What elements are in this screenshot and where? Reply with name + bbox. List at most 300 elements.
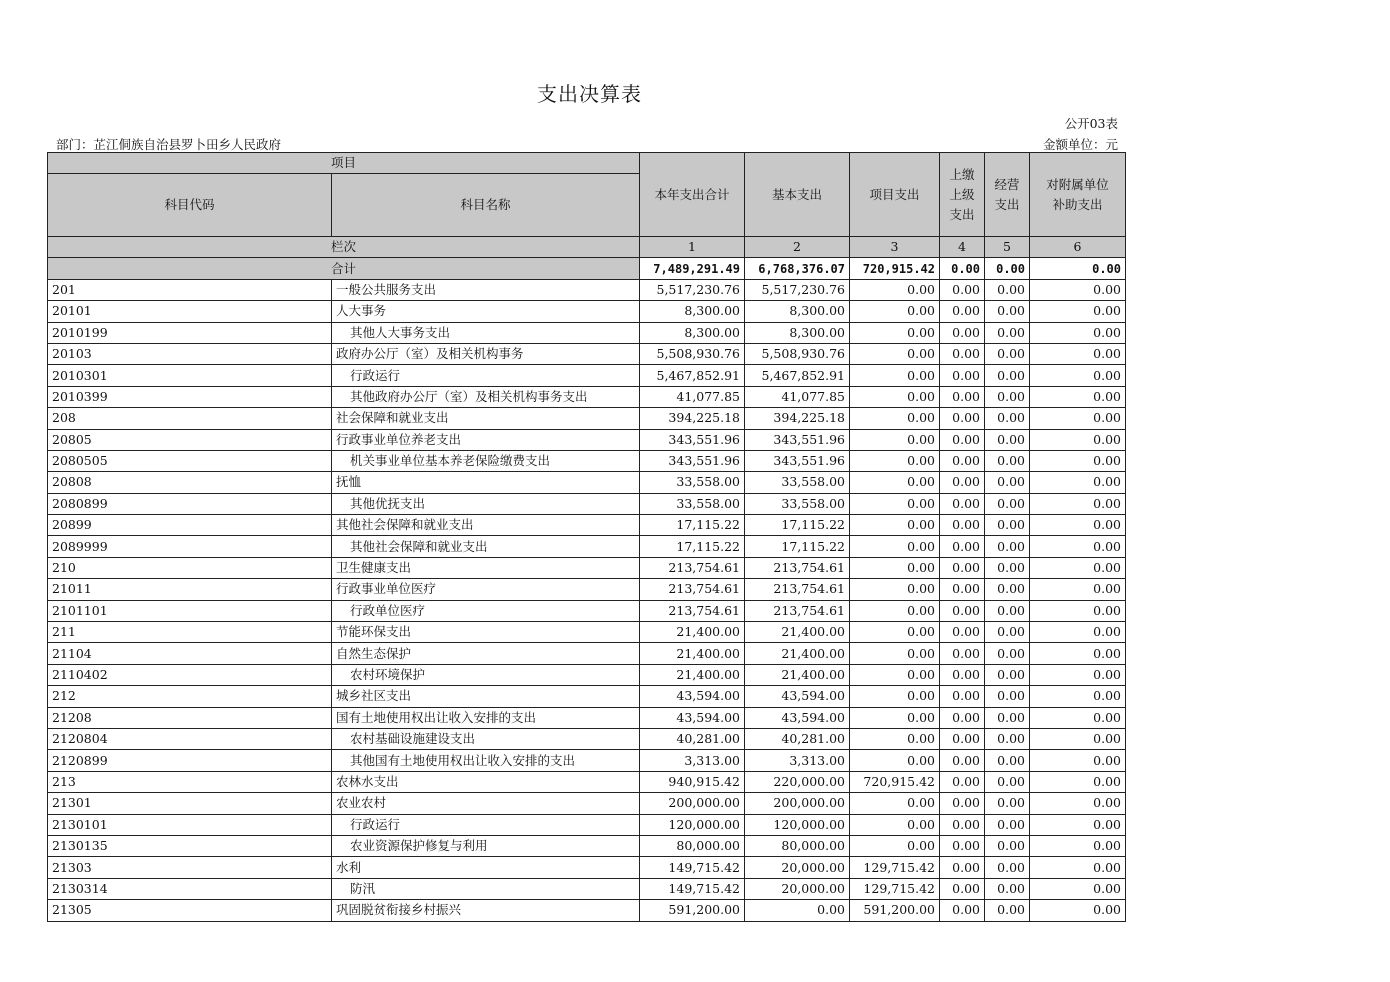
amount-cell: 0.00 [940,600,985,621]
subject-name: 其他政府办公厅（室）及相关机构事务支出 [332,386,640,407]
amount-cell: 0.00 [985,793,1030,814]
amount-cell: 0.00 [985,450,1030,471]
amount-cell: 0.00 [745,900,850,921]
amount-cell: 0.00 [985,771,1030,792]
total-value: 0.00 [1030,258,1126,279]
amount-cell: 5,508,930.76 [745,343,850,364]
subject-name: 行政事业单位养老支出 [332,429,640,450]
amount-cell: 0.00 [985,664,1030,685]
table-row [48,429,1126,450]
amount-cell: 0.00 [940,472,985,493]
amount-cell: 0.00 [850,450,940,471]
amount-cell: 720,915.42 [850,771,940,792]
subject-name: 社会保障和就业支出 [332,408,640,429]
subject-name: 自然生态保护 [332,643,640,664]
amount-cell: 0.00 [850,579,940,600]
subject-code: 2130135 [48,835,332,856]
subject-code: 20805 [48,429,332,450]
amount-cell: 80,000.00 [745,835,850,856]
amount-cell: 940,915.42 [640,771,745,792]
header-business: 经营 支出 [985,153,1030,237]
table-row [48,643,1126,664]
total-label: 合计 [48,258,640,279]
amount-cell: 120,000.00 [745,814,850,835]
total-value: 6,768,376.07 [745,258,850,279]
amount-cell: 0.00 [850,814,940,835]
page-title: 支出决算表 [537,82,642,106]
amount-cell: 0.00 [850,643,940,664]
amount-cell: 33,558.00 [640,493,745,514]
amount-cell: 0.00 [1030,322,1126,343]
amount-cell: 0.00 [850,301,940,322]
amount-cell: 394,225.18 [745,408,850,429]
subject-name: 农林水支出 [332,771,640,792]
col-num: 2 [745,237,850,258]
amount-cell: 5,517,230.76 [745,279,850,300]
amount-cell: 343,551.96 [745,429,850,450]
table-row [48,600,1126,621]
amount-cell: 5,467,852.91 [640,365,745,386]
amount-cell: 0.00 [940,450,985,471]
header-upper: 上缴 上级 支出 [940,153,985,237]
table-row [48,450,1126,471]
amount-cell: 8,300.00 [640,301,745,322]
amount-cell: 213,754.61 [640,579,745,600]
amount-cell: 0.00 [1030,279,1126,300]
amount-cell: 0.00 [985,322,1030,343]
amount-cell: 0.00 [850,835,940,856]
table-row [48,408,1126,429]
subject-name: 农业农村 [332,793,640,814]
amount-cell: 0.00 [1030,408,1126,429]
amount-cell: 43,594.00 [745,707,850,728]
col-num: 4 [940,237,985,258]
amount-cell: 0.00 [985,643,1030,664]
amount-cell: 0.00 [1030,386,1126,407]
amount-cell: 0.00 [1030,643,1126,664]
amount-cell: 0.00 [940,408,985,429]
amount-cell: 41,077.85 [640,386,745,407]
subject-name: 巩固脱贫衔接乡村振兴 [332,900,640,921]
amount-cell: 0.00 [1030,472,1126,493]
subject-code: 2120899 [48,750,332,771]
amount-cell: 0.00 [940,301,985,322]
amount-cell: 0.00 [985,279,1030,300]
amount-cell: 200,000.00 [745,793,850,814]
amount-cell: 0.00 [985,429,1030,450]
header-project-expense: 项目支出 [850,153,940,237]
subject-code: 2010399 [48,386,332,407]
amount-cell: 43,594.00 [640,686,745,707]
amount-cell: 0.00 [850,728,940,749]
subject-code: 20101 [48,301,332,322]
amount-cell: 0.00 [1030,878,1126,899]
amount-cell: 0.00 [1030,365,1126,386]
amount-cell: 0.00 [1030,515,1126,536]
subject-code: 2080899 [48,493,332,514]
subject-code: 21208 [48,707,332,728]
header-project: 项目 [48,153,640,174]
amount-cell: 129,715.42 [850,878,940,899]
subject-code: 21305 [48,900,332,921]
amount-cell: 0.00 [940,429,985,450]
table-row [48,493,1126,514]
amount-cell: 0.00 [985,408,1030,429]
amount-cell: 0.00 [940,579,985,600]
amount-cell: 343,551.96 [640,450,745,471]
amount-cell: 43,594.00 [640,707,745,728]
amount-cell: 200,000.00 [640,793,745,814]
amount-cell: 0.00 [985,686,1030,707]
amount-cell: 43,594.00 [745,686,850,707]
amount-cell: 5,467,852.91 [745,365,850,386]
amount-cell: 80,000.00 [640,835,745,856]
subject-name: 其他社会保障和就业支出 [332,515,640,536]
amount-cell: 5,508,930.76 [640,343,745,364]
amount-cell: 149,715.42 [640,857,745,878]
table-row [48,557,1126,578]
amount-cell: 21,400.00 [640,664,745,685]
amount-cell: 0.00 [850,686,940,707]
total-value: 0.00 [940,258,985,279]
subject-name: 农村基础设施建设支出 [332,728,640,749]
amount-cell: 0.00 [940,557,985,578]
amount-cell: 0.00 [850,622,940,643]
subject-code: 2089999 [48,536,332,557]
subject-name: 农业资源保护修复与利用 [332,835,640,856]
amount-cell: 0.00 [850,793,940,814]
header-code: 科目代码 [48,174,332,237]
subject-code: 2101101 [48,600,332,621]
amount-cell: 8,300.00 [640,322,745,343]
amount-unit-label: 金额单位：元 [1042,137,1118,152]
amount-cell: 0.00 [985,493,1030,514]
subject-code: 213 [48,771,332,792]
amount-cell: 0.00 [1030,814,1126,835]
amount-cell: 0.00 [1030,664,1126,685]
amount-cell: 40,281.00 [640,728,745,749]
amount-cell: 0.00 [850,472,940,493]
amount-cell: 17,115.22 [745,536,850,557]
amount-cell: 0.00 [1030,793,1126,814]
amount-cell: 41,077.85 [745,386,850,407]
amount-cell: 0.00 [985,728,1030,749]
subject-code: 2110402 [48,664,332,685]
amount-cell: 17,115.22 [640,536,745,557]
amount-cell: 5,517,230.76 [640,279,745,300]
amount-cell: 0.00 [1030,707,1126,728]
amount-cell: 0.00 [940,279,985,300]
amount-cell: 0.00 [940,365,985,386]
amount-cell: 0.00 [985,707,1030,728]
amount-cell: 0.00 [850,557,940,578]
amount-cell: 0.00 [850,600,940,621]
table-row [48,365,1126,386]
header-name: 科目名称 [332,174,640,237]
subject-code: 2120804 [48,728,332,749]
subject-code: 20808 [48,472,332,493]
amount-cell: 213,754.61 [640,557,745,578]
amount-cell: 0.00 [940,386,985,407]
subject-code: 210 [48,557,332,578]
amount-cell: 3,313.00 [745,750,850,771]
column-sequence-row [48,237,1126,258]
amount-cell: 3,313.00 [640,750,745,771]
subject-name: 其他国有土地使用权出让收入安排的支出 [332,750,640,771]
amount-cell: 0.00 [850,322,940,343]
subject-name: 其他社会保障和就业支出 [332,536,640,557]
amount-cell: 0.00 [1030,622,1126,643]
subject-name: 行政事业单位医疗 [332,579,640,600]
amount-cell: 0.00 [850,279,940,300]
amount-cell: 0.00 [985,835,1030,856]
amount-cell: 0.00 [985,857,1030,878]
amount-cell: 17,115.22 [745,515,850,536]
amount-cell: 0.00 [985,301,1030,322]
amount-cell: 0.00 [1030,493,1126,514]
amount-cell: 21,400.00 [640,622,745,643]
amount-cell: 0.00 [940,686,985,707]
amount-cell: 0.00 [985,557,1030,578]
table-row [48,579,1126,600]
amount-cell: 0.00 [1030,557,1126,578]
amount-cell: 0.00 [1030,429,1126,450]
subject-code: 212 [48,686,332,707]
table-row [48,728,1126,749]
amount-cell: 20,000.00 [745,878,850,899]
header-basic: 基本支出 [745,153,850,237]
amount-cell: 0.00 [1030,835,1126,856]
subject-name: 其他优抚支出 [332,493,640,514]
amount-cell: 0.00 [940,835,985,856]
amount-cell: 0.00 [940,728,985,749]
amount-cell: 0.00 [850,343,940,364]
subject-name: 节能环保支出 [332,622,640,643]
subject-name: 国有土地使用权出让收入安排的支出 [332,707,640,728]
table-row [48,900,1126,921]
amount-cell: 21,400.00 [640,643,745,664]
total-value: 7,489,291.49 [640,258,745,279]
subject-code: 201 [48,279,332,300]
amount-cell: 33,558.00 [745,493,850,514]
header-subsidy: 对附属单位 补助支出 [1030,153,1126,237]
amount-cell: 0.00 [1030,900,1126,921]
subject-name: 城乡社区支出 [332,686,640,707]
col-num: 5 [985,237,1030,258]
amount-cell: 0.00 [940,857,985,878]
table-row [48,835,1126,856]
amount-cell: 8,300.00 [745,301,850,322]
amount-cell: 0.00 [1030,600,1126,621]
amount-cell: 21,400.00 [745,622,850,643]
amount-cell: 0.00 [1030,343,1126,364]
col-num: 1 [640,237,745,258]
amount-cell: 0.00 [940,793,985,814]
amount-cell: 0.00 [850,365,940,386]
amount-cell: 0.00 [985,343,1030,364]
subject-name: 水利 [332,857,640,878]
amount-cell: 0.00 [940,664,985,685]
subject-code: 2080505 [48,450,332,471]
amount-cell: 17,115.22 [640,515,745,536]
total-row [48,258,1126,279]
amount-cell: 0.00 [985,600,1030,621]
table-row [48,857,1126,878]
subject-name: 防汛 [332,878,640,899]
table-row [48,279,1126,300]
amount-cell: 0.00 [985,472,1030,493]
amount-cell: 0.00 [985,878,1030,899]
subject-name: 行政运行 [332,814,640,835]
subject-name: 政府办公厅（室）及相关机构事务 [332,343,640,364]
amount-cell: 0.00 [985,579,1030,600]
amount-cell: 0.00 [940,750,985,771]
table-row [48,664,1126,685]
amount-cell: 0.00 [985,750,1030,771]
table-row [48,386,1126,407]
amount-cell: 343,551.96 [745,450,850,471]
amount-cell: 213,754.61 [745,600,850,621]
subject-code: 208 [48,408,332,429]
amount-cell: 0.00 [1030,579,1126,600]
table-row [48,622,1126,643]
amount-cell: 0.00 [985,515,1030,536]
amount-cell: 0.00 [1030,301,1126,322]
table-row [48,878,1126,899]
amount-cell: 0.00 [940,343,985,364]
amount-cell: 21,400.00 [745,664,850,685]
header-row-project [48,153,1126,174]
amount-cell: 0.00 [1030,750,1126,771]
department-label: 部门：芷江侗族自治县罗卜田乡人民政府 [56,137,282,152]
amount-cell: 0.00 [940,814,985,835]
amount-cell: 0.00 [985,622,1030,643]
amount-cell: 0.00 [940,322,985,343]
amount-cell: 129,715.42 [850,857,940,878]
expenditure-table [47,152,1126,922]
table-row [48,707,1126,728]
amount-cell: 0.00 [850,707,940,728]
form-number: 公开03表 [1064,116,1118,131]
amount-cell: 0.00 [940,493,985,514]
amount-cell: 0.00 [940,707,985,728]
col-num: 6 [1030,237,1126,258]
table-row [48,343,1126,364]
amount-cell: 0.00 [940,878,985,899]
amount-cell: 0.00 [985,365,1030,386]
amount-cell: 394,225.18 [640,408,745,429]
subject-code: 20899 [48,515,332,536]
amount-cell: 0.00 [850,408,940,429]
table-row [48,750,1126,771]
amount-cell: 0.00 [1030,857,1126,878]
amount-cell: 0.00 [850,429,940,450]
amount-cell: 21,400.00 [745,643,850,664]
subject-code: 2130314 [48,878,332,899]
amount-cell: 0.00 [940,515,985,536]
table-row [48,472,1126,493]
amount-cell: 0.00 [940,771,985,792]
subject-code: 21301 [48,793,332,814]
subject-code: 2010199 [48,322,332,343]
table-row [48,793,1126,814]
table-row [48,814,1126,835]
amount-cell: 213,754.61 [745,579,850,600]
subject-code: 211 [48,622,332,643]
subject-name: 卫生健康支出 [332,557,640,578]
subject-name: 人大事务 [332,301,640,322]
amount-cell: 0.00 [985,536,1030,557]
amount-cell: 149,715.42 [640,878,745,899]
col-num: 3 [850,237,940,258]
amount-cell: 120,000.00 [640,814,745,835]
amount-cell: 0.00 [985,900,1030,921]
amount-cell: 0.00 [850,386,940,407]
amount-cell: 33,558.00 [745,472,850,493]
amount-cell: 213,754.61 [745,557,850,578]
amount-cell: 0.00 [850,536,940,557]
amount-cell: 220,000.00 [745,771,850,792]
table-row [48,322,1126,343]
subject-code: 2130101 [48,814,332,835]
amount-cell: 40,281.00 [745,728,850,749]
column-sequence-label: 栏次 [48,237,640,258]
subject-name: 行政单位医疗 [332,600,640,621]
amount-cell: 0.00 [850,664,940,685]
amount-cell: 0.00 [850,515,940,536]
header-total: 本年支出合计 [640,153,745,237]
subject-code: 21104 [48,643,332,664]
table-row [48,771,1126,792]
amount-cell: 0.00 [985,386,1030,407]
subject-code: 2010301 [48,365,332,386]
amount-cell: 0.00 [1030,686,1126,707]
subject-name: 机关事业单位基本养老保险缴费支出 [332,450,640,471]
amount-cell: 0.00 [940,643,985,664]
amount-cell: 0.00 [850,493,940,514]
table-row [48,301,1126,322]
amount-cell: 0.00 [940,536,985,557]
subject-name: 抚恤 [332,472,640,493]
amount-cell: 0.00 [1030,536,1126,557]
amount-cell: 0.00 [940,622,985,643]
subject-name: 一般公共服务支出 [332,279,640,300]
amount-cell: 20,000.00 [745,857,850,878]
amount-cell: 0.00 [985,814,1030,835]
amount-cell: 8,300.00 [745,322,850,343]
subject-name: 其他人大事务支出 [332,322,640,343]
subject-code: 20103 [48,343,332,364]
subject-code: 21303 [48,857,332,878]
total-value: 0.00 [985,258,1030,279]
total-value: 720,915.42 [850,258,940,279]
amount-cell: 0.00 [1030,450,1126,471]
amount-cell: 0.00 [1030,728,1126,749]
subject-code: 21011 [48,579,332,600]
amount-cell: 33,558.00 [640,472,745,493]
amount-cell: 591,200.00 [850,900,940,921]
amount-cell: 591,200.00 [640,900,745,921]
amount-cell: 0.00 [850,750,940,771]
amount-cell: 0.00 [940,900,985,921]
table-row [48,686,1126,707]
amount-cell: 343,551.96 [640,429,745,450]
subject-name: 行政运行 [332,365,640,386]
table-row [48,515,1126,536]
table-row [48,536,1126,557]
amount-cell: 213,754.61 [640,600,745,621]
subject-name: 农村环境保护 [332,664,640,685]
